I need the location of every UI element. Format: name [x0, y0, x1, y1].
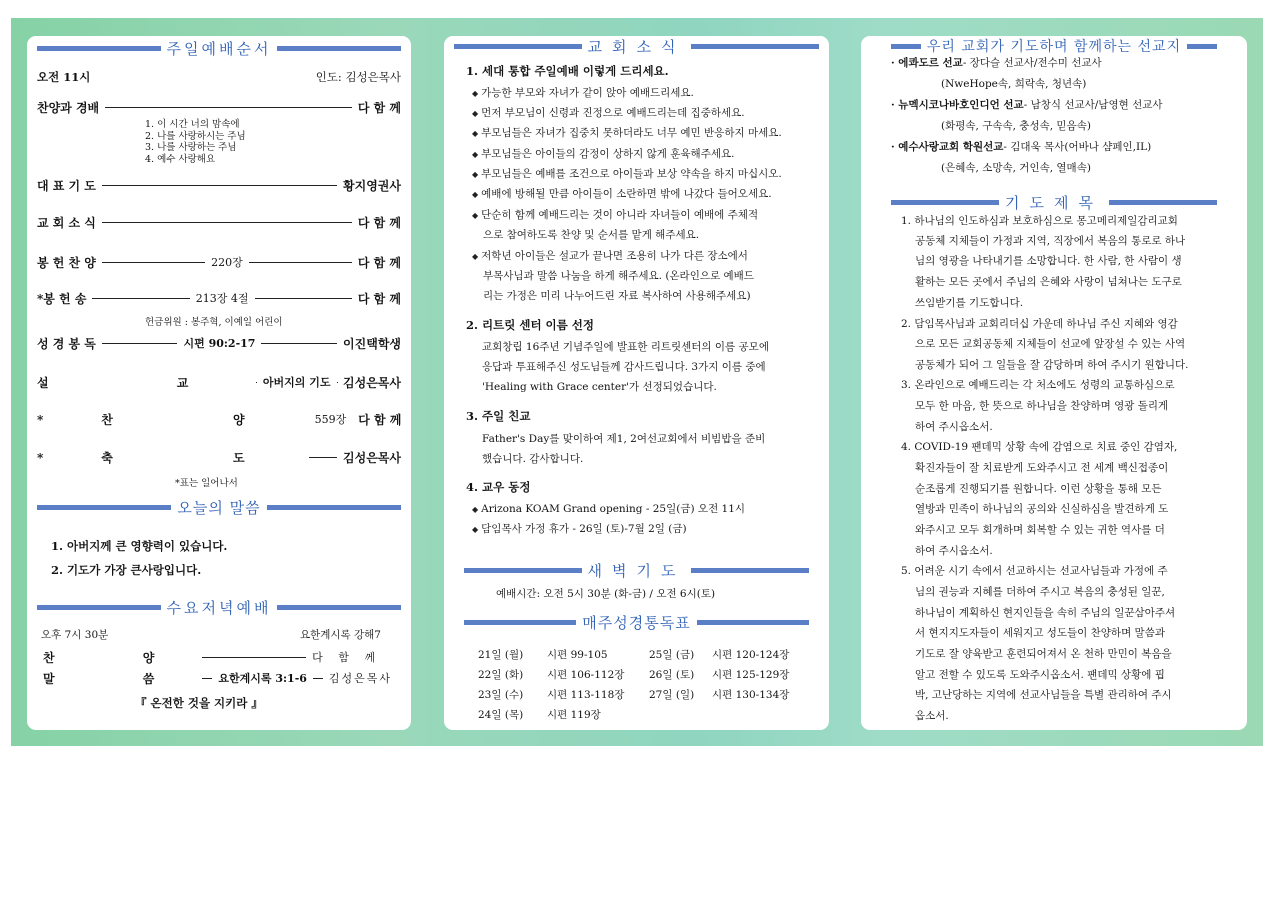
bible-day: 24일 (목) [478, 709, 524, 721]
order-label: 찬양과 경배 [37, 100, 100, 115]
bullet-icon: ◆ [472, 89, 479, 98]
prayer-line: 알고 전할 수 있도록 도와주시옵소서. 팬데믹 상황에 핍 [915, 669, 1165, 681]
order-row [37, 448, 401, 466]
order-label: 대 표 기 도 [37, 178, 96, 193]
order-line [105, 107, 352, 108]
order-line [102, 343, 178, 344]
bullet-icon: ◆ [472, 525, 479, 534]
service-leader: 인도: 김성은목사 [315, 70, 401, 84]
news-text: 'Healing with Grace center'가 선정되었습니다. [482, 381, 717, 393]
wed-row [43, 648, 381, 666]
bible-range: 시편 99-105 [547, 649, 608, 661]
news-bullet-cont: 부목사님과 말씀 나눔을 하게 해주세요. (온라인으로 예배드 [483, 270, 754, 282]
news-text: Father's Day를 맞이하여 제1, 2여선교회에서 비빔밥을 준비 [482, 433, 766, 445]
section-title: 매주성경통독표 [582, 613, 691, 632]
section-header-bible-reading [444, 612, 829, 632]
prayer-line: 님의 영광을 나타내기를 소망합니다. 한 사람, 한 사람이 생 [915, 255, 1182, 267]
order-line [255, 298, 352, 299]
section-title: 오늘의 말씀 [177, 498, 261, 517]
order-line [249, 262, 352, 263]
header-bar-left [37, 46, 161, 51]
prayer-line: 1. 하나님의 인도하심과 보호하심으로 몽고메리제일감리교회 [901, 215, 1178, 227]
bullet-icon: ◆ [472, 129, 479, 138]
order-label: 성 경 봉 독 [37, 336, 96, 351]
order-label: 말 씀 [43, 671, 197, 686]
order-label: 설 교 [37, 375, 251, 390]
word-item: 1. 아버지께 큰 영향력이 있습니다. [51, 539, 228, 553]
news-bullet: ◆ 부모님들은 예배를 조건으로 아이들과 보상 약속을 하지 마십시오. [472, 168, 782, 180]
bullet-icon: ◆ [472, 252, 479, 261]
dawn-time: 예배시간: 오전 5시 30분 (화-금) / 오전 6시(토) [496, 588, 716, 600]
header-bar-left [891, 44, 921, 49]
header-bar-right [267, 505, 401, 510]
order-detail: 220장 [211, 256, 243, 269]
song-item: 1. 이 시간 너의 맘속에 [145, 119, 240, 130]
order-line [256, 382, 257, 383]
news-heading: 4. 교우 동정 [466, 480, 531, 494]
section-header-worship-order [27, 38, 411, 58]
mission-item: · 뉴멕시코나바호인디언 선교- 남창식 선교사/남영현 선교사 [891, 99, 1163, 111]
bible-day: 23일 (수) [478, 689, 524, 701]
prayer-line: 활하는 모든 곳에서 주님의 은혜와 사랑이 넘쳐나는 도구로 [915, 276, 1182, 288]
order-person: 다 함 께 [357, 215, 401, 230]
order-line [337, 382, 338, 383]
news-heading: 2. 리트릿 센터 이름 선정 [466, 318, 594, 332]
news-bullet: ◆ 가능한 부모와 자녀가 같이 앉아 예배드리세요. [472, 87, 694, 99]
order-person: 다 함 께 [357, 291, 401, 306]
bible-day: 22일 (화) [478, 669, 524, 681]
order-line [92, 298, 189, 299]
section-title: 주일예배순서 [166, 39, 272, 58]
prayer-line: 기도로 잘 양육받고 훈련되어져서 온 천하 만민이 복음을 [915, 648, 1172, 660]
news-text: 교회창립 16주년 기념주일에 발표한 리트릿센터의 이름 공모에 [482, 341, 769, 353]
header-bar-right [697, 620, 809, 625]
news-bullet: ◆ 부모님들은 아이들의 감정이 상하지 않게 훈육해주세요. [472, 148, 735, 160]
header-bar-right [691, 44, 819, 49]
word-item: 2. 기도가 가장 큰사랑입니다. [51, 563, 202, 577]
order-row [37, 410, 401, 428]
song-item: 2. 나를 사랑하시는 주님 [145, 130, 246, 142]
order-label: 봉 헌 찬 양 [37, 255, 96, 270]
order-row [37, 334, 401, 352]
news-bullet-cont: 리는 가정은 미리 나누어드린 자료 복사하여 사용해주세요) [483, 290, 751, 302]
header-bar-right [1109, 200, 1217, 205]
order-line [202, 657, 306, 658]
section-header-missions [861, 36, 1247, 56]
bible-day: 26일 (토) [649, 669, 695, 681]
prayer-line: 공동체가 되어 그 일들을 잘 감당하며 하여 주시기 원합니다. [915, 359, 1189, 371]
order-detail: 요한계시록 3:1-6 [218, 672, 307, 685]
prayer-line: 순조롭게 진행되기를 원합니다. 이런 상황을 통해 모든 [915, 483, 1162, 495]
header-bar-left [37, 505, 171, 510]
header-bar-left [454, 44, 582, 49]
worship-order-panel [27, 36, 411, 730]
prayer-line: 서 현지지도자들이 세워지고 성도들이 찬양하며 말씀과 [915, 627, 1165, 639]
bible-day: 27일 (일) [649, 689, 695, 701]
bullet-icon: ◆ [472, 505, 479, 514]
wed-row [43, 669, 393, 687]
prayer-line: 하여 주시옵소서. [915, 421, 993, 433]
news-bullet: ◆ 단순히 함께 예배드리는 것이 아니라 자녀들이 예배에 주체적 [472, 209, 759, 221]
news-bullet: ◆ 먼저 부모님이 신령과 진정으로 예배드리는데 집중하세요. [472, 107, 745, 119]
order-row [37, 98, 401, 116]
mission-groups: (은혜속, 소망속, 거인속, 열매속) [941, 162, 1091, 174]
order-person: 황지영권사 [343, 178, 401, 193]
order-person: 다 함 께 [357, 100, 401, 115]
mission-groups: (화평속, 구속속, 충성속, 믿음속) [941, 120, 1091, 132]
bullet-icon: ◆ [472, 170, 479, 179]
bible-range: 시편 119장 [547, 709, 601, 721]
prayer-line: 하나님이 계획하신 현지인들을 속히 주님의 일꾼삼아주셔 [915, 607, 1176, 619]
order-line [202, 678, 212, 679]
header-bar-right [1187, 44, 1217, 49]
prayer-line: 님의 권능과 지혜를 더하여 주시고 복음의 충성된 일꾼, [915, 586, 1165, 598]
order-row [37, 289, 401, 307]
prayer-line: 공동체 지체들이 가정과 지역, 직장에서 복음의 통로로 하나 [915, 235, 1186, 247]
section-header-church-news [444, 36, 829, 56]
bullet-icon: ◆ [472, 211, 479, 220]
missions-prayer-panel [861, 36, 1247, 730]
order-person: 김성은목사 [328, 672, 393, 685]
order-person: 김성은목사 [343, 375, 401, 390]
section-title: 새벽기도 [587, 561, 686, 580]
order-label: 찬 양 [43, 650, 197, 665]
section-header-prayer [861, 192, 1247, 212]
section-title: 우리 교회가 기도하며 함께하는 선교지 [926, 39, 1182, 55]
order-person: 다 함 께 [358, 412, 402, 427]
bible-range: 시편 120-124장 [712, 649, 790, 661]
header-bar-left [464, 620, 576, 625]
bullet-icon: ◆ [472, 150, 479, 159]
song-list [145, 119, 246, 165]
bible-day: 21일 (월) [478, 649, 524, 661]
order-line [102, 185, 337, 186]
stand-note: *표는 일어나서 [175, 478, 238, 489]
prayer-line: 으로 모든 교회공동체 지체들이 선교에 앞장설 수 있는 사역 [915, 338, 1186, 350]
order-person: 김성은목사 [343, 450, 401, 465]
prayer-line: 하여 주시옵소서. [915, 545, 993, 557]
order-line [261, 343, 337, 344]
order-row [37, 176, 401, 194]
prayer-line: 박, 고난당하는 지역에 선교사님들을 특별 관리하여 주시 [915, 689, 1172, 701]
wed-sermon-title: 『 온전한 것을 지키라 』 [135, 696, 263, 710]
order-detail: 시편 90:2-17 [183, 337, 256, 350]
news-bullet-cont: 으로 참여하도록 찬양 및 순서를 맡게 해주세요. [483, 229, 700, 241]
order-line [102, 262, 205, 263]
news-bullet: ◆ 담임목사 가정 휴가 - 26일 (토)-7월 2일 (금) [472, 523, 687, 535]
bullet-icon: ◆ [472, 109, 479, 118]
mission-item: · 에콰도르 선교- 장다슬 선교사/전수미 선교사 [891, 57, 1102, 69]
bible-range: 시편 113-118장 [547, 689, 625, 701]
header-bar-right [691, 568, 809, 573]
bible-range: 시편 106-112장 [547, 669, 625, 681]
order-person: 다 함 께 [312, 651, 381, 664]
order-line [102, 222, 352, 223]
order-person: 이진택학생 [343, 336, 402, 351]
order-row [37, 213, 401, 231]
prayer-line: 확진자들이 잘 치료받게 도와주시고 전 세계 백신접종이 [915, 462, 1169, 474]
news-text: 응답과 투표해주신 성도님들께 감사드립니다. 3가지 이름 중에 [482, 361, 766, 373]
mission-groups: (NweHope속, 희락속, 청년속) [941, 78, 1087, 90]
prayer-line: 3. 온라인으로 예배드리는 각 처소에도 성령의 교통하심으로 [901, 379, 1175, 391]
offering-note: 헌금위원 : 봉주혁, 이예일 어린이 [145, 317, 283, 328]
news-heading: 1. 세대 통합 주일예배 이렇게 드리세요. [466, 64, 669, 78]
header-bar-left [891, 200, 999, 205]
order-label: *봉 헌 송 [37, 291, 87, 306]
order-line [309, 457, 337, 458]
order-label: 교 회 소 식 [37, 215, 96, 230]
news-bullet: ◆ 저학년 아이들은 설교가 끝나면 조용히 나가 다른 장소에서 [472, 250, 748, 262]
news-bullet: ◆ 부모님들은 자녀가 집중치 못하더라도 너무 예민 반응하지 마세요. [472, 127, 782, 139]
church-news-panel [444, 36, 829, 730]
bullet-icon: ◆ [472, 190, 479, 199]
prayer-line: 열방과 민족이 하나님의 공의와 신실하심을 발견하게 도 [915, 503, 1169, 515]
song-item: 3. 나를 사랑하는 주님 [145, 142, 237, 153]
order-person: 다 함 께 [357, 255, 402, 270]
section-header-wednesday [27, 597, 411, 617]
prayer-line: 쓰임받기를 기도합니다. [915, 297, 1024, 309]
order-detail: 559장 [314, 413, 347, 426]
mission-item: · 예수사랑교회 학원선교- 김대욱 목사(어바나 샴페인,IL) [891, 141, 1152, 153]
section-title: 기도제목 [1005, 193, 1103, 212]
prayer-line: 모두 한 마음, 한 뜻으로 하나님을 찬양하며 영광 돌리게 [915, 400, 1169, 412]
section-header-todays-word [27, 497, 411, 517]
bible-range: 시편 125-129장 [712, 669, 790, 681]
song-item: 4. 예수 사랑해요 [145, 153, 216, 165]
order-row [37, 373, 401, 391]
prayer-line: 5. 어려운 시기 속에서 선교하시는 선교사님들과 가정에 주 [901, 565, 1168, 577]
order-line [313, 678, 323, 679]
prayer-line: 4. COVID-19 팬데믹 상황 속에 감염으로 치료 중인 감염자, [901, 441, 1178, 453]
news-heading: 3. 주일 친교 [466, 409, 531, 423]
header-bar-left [37, 605, 161, 610]
header-bar-right [277, 605, 401, 610]
order-detail: 아버지의 기도 [262, 376, 331, 389]
section-header-dawn-prayer [444, 560, 829, 580]
prayer-line: 2. 담임목사님과 교회리더십 가운데 하나님 주신 지혜와 영감 [901, 318, 1178, 330]
order-label: *찬 양 [37, 412, 303, 427]
header-bar-right [277, 46, 401, 51]
section-title: 교회소식 [587, 37, 686, 56]
bible-day: 25일 (금) [649, 649, 695, 661]
order-detail: 213장 4절 [195, 292, 249, 305]
wed-reference: 요한계시록 강해7 [299, 629, 381, 641]
section-title: 수요저녁예배 [166, 598, 272, 617]
service-time: 오전 11시 [37, 70, 91, 84]
news-bullet: ◆ 예배에 방해될 만큼 아이들이 소란하면 밖에 나갔다 들어오세요. [472, 188, 772, 200]
order-label: *축 도 [37, 450, 303, 465]
news-bullet: ◆ Arizona KOAM Grand opening - 25일(금) 오전 11시 [472, 503, 746, 515]
bible-range: 시편 130-134장 [712, 689, 790, 701]
prayer-line: 와주시고 모두 회개하며 회복할 수 있는 귀한 역사를 더 [915, 524, 1165, 536]
order-row [37, 253, 401, 271]
prayer-line: 옵소서. [915, 710, 949, 722]
header-bar-left [464, 568, 582, 573]
wed-time: 오후 7시 30분 [41, 629, 109, 641]
news-text: 했습니다. 감사합니다. [482, 453, 584, 465]
